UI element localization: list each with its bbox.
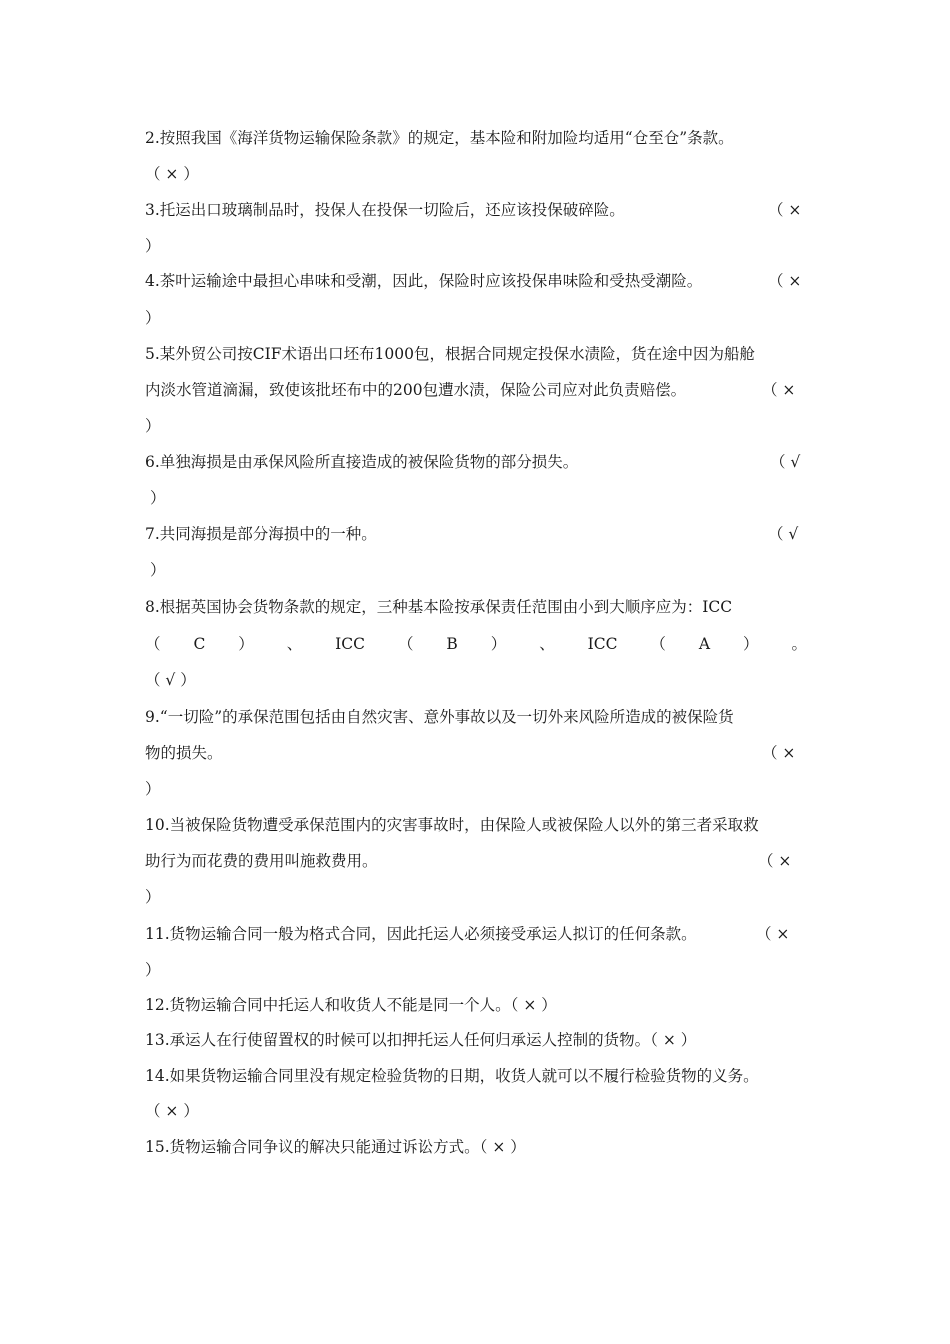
question-12-answer: （ × ） (510, 996, 557, 1014)
question-10-answer-close: ） (145, 888, 161, 906)
question-8-text-line1: 8.根据英国协会货物条款的规定，三种基本险按承保责任范围由小到大顺序应为：ICC (145, 598, 733, 616)
question-2-text: 2.按照我国《海洋货物运输保险条款》的规定，基本险和附加险均适用“仓至仓”条款。 (145, 129, 734, 147)
token-paren-close: ） (238, 635, 254, 653)
question-6-text: 6.单独海损是由承保风险所直接造成的被保险货物的部分损失。 (145, 453, 579, 471)
question-13-text (145, 1030, 696, 1050)
question-11-answer-close: ） (145, 961, 161, 979)
question-8-answer: （ √ ） (145, 671, 196, 689)
question-12-text (145, 995, 557, 1015)
question-9-text-line2: 物的损失。 (145, 744, 223, 762)
question-8-text-line2 (145, 634, 807, 654)
question-5-answer-open: （ × (762, 381, 796, 399)
question-10-text-line2: 助行为而花费的费用叫施救费用。 (145, 852, 378, 870)
question-4-answer-open: （ × (768, 272, 802, 290)
question-6-answer-open: （ √ (770, 453, 801, 471)
question-7-answer-open: （ √ (768, 525, 799, 543)
question-4-text: 4.茶叶运输途中最担心串味和受潮，因此，保险时应该投保串味险和受热受潮险。 (145, 272, 703, 290)
token-comma: 、 (286, 635, 303, 653)
question-14-answer: （ × ） (145, 1102, 199, 1120)
question-12-body: 12.货物运输合同中托运人和收货人不能是同一个人。 (145, 996, 511, 1014)
question-6-answer-close: ） (150, 489, 166, 507)
question-9-answer-open: （ × (762, 744, 796, 762)
token-paren-open: （ (145, 635, 161, 653)
token-comma: 、 (539, 635, 555, 653)
question-5-answer-close: ） (145, 417, 161, 435)
question-7-text: 7.共同海损是部分海损中的一种。 (145, 525, 377, 543)
question-10-answer-open: （ × (758, 852, 792, 870)
question-15-answer: （ × ） (479, 1138, 526, 1156)
token-c: C (193, 635, 206, 653)
token-icc: ICC (335, 635, 366, 653)
token-paren-close: ） (490, 635, 507, 653)
question-11-answer-open: （ × (756, 925, 790, 943)
question-9-text-line1: 9.“一切险”的承保范围包括由自然灾害、意外事故以及一切外来风险所造成的被保险货 (145, 708, 734, 726)
question-11-text: 11.货物运输合同一般为格式合同，因此托运人必须接受承运人拟订的任何条款。 (145, 925, 697, 943)
question-9-answer-close: ） (145, 780, 161, 798)
question-10-text-line1: 10.当被保险货物遭受承保范围内的灾害事故时，由保险人或被保险人以外的第三者采取救 (145, 816, 759, 834)
token-b: B (446, 635, 458, 653)
question-15-text (145, 1137, 526, 1157)
token-paren-close: ） (743, 635, 759, 653)
question-15-body: 15.货物运输合同争议的解决只能通过诉讼方式。 (145, 1138, 480, 1156)
question-7-answer-close: ） (150, 561, 166, 579)
token-paren-open: （ (397, 635, 414, 653)
question-2-answer: （ × ） (145, 165, 199, 183)
question-3-answer-close: ） (145, 237, 161, 255)
token-paren-open: （ (650, 635, 666, 653)
token-period: 。 (791, 635, 807, 653)
question-5-text-line2: 内淡水管道滴漏，致使该批坯布中的200包遭水渍，保险公司应对此负责赔偿。 (145, 381, 687, 399)
question-14-text: 14.如果货物运输合同里没有规定检验货物的日期，收货人就可以不履行检验货物的义务。 (145, 1067, 759, 1085)
token-a: A (698, 635, 711, 653)
token-icc: ICC (587, 635, 618, 653)
question-3-answer-open: （ × (768, 201, 802, 219)
question-5-text-line1: 5.某外贸公司按CIF术语出口坯布1000包，根据合同规定投保水渍险，货在途中因为船舱 (145, 345, 755, 363)
question-4-answer-close: ） (145, 309, 161, 327)
question-13-answer: （ × ） (650, 1031, 697, 1049)
question-13-body: 13.承运人在行使留置权的时候可以扣押托运人任何归承运人控制的货物。 (145, 1031, 651, 1049)
question-3-text: 3.托运出口玻璃制品时，投保人在投保一切险后，还应该投保破碎险。 (145, 201, 625, 219)
